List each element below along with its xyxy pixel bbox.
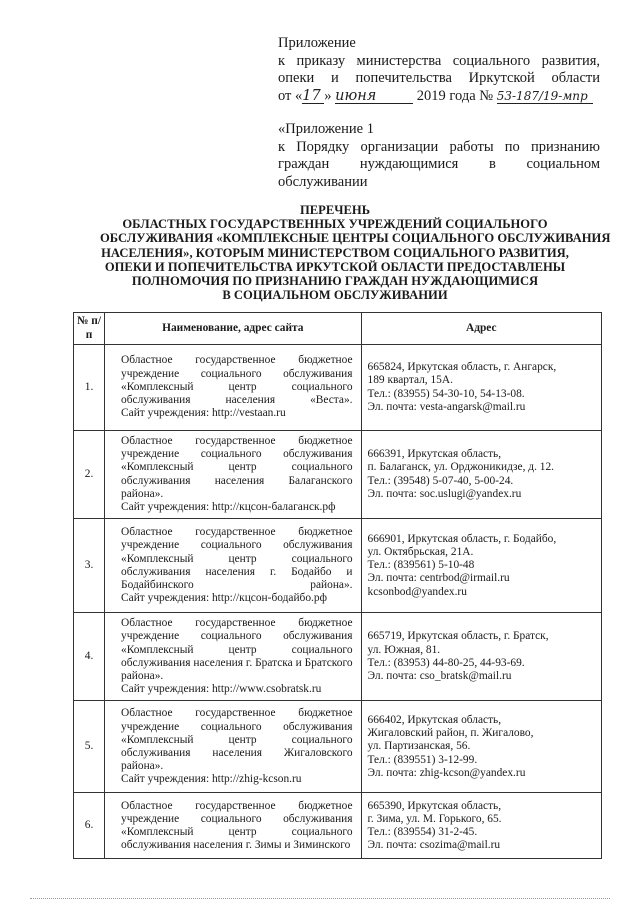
name-line: учреждение социального обслуживания <box>121 539 353 552</box>
table-row <box>74 345 602 431</box>
appendix-label: Приложение <box>278 35 356 51</box>
handwritten-day: 17 <box>302 89 324 104</box>
table-header-row <box>74 313 602 345</box>
table-body <box>74 345 602 859</box>
appendix-1-line4: обслуживании <box>278 173 368 190</box>
name-line: Сайт учреждения: http://vestaan.ru <box>121 407 286 420</box>
name-line: обслуживания населения г. Бодайбо и <box>121 565 353 578</box>
name-line: Областное государственное бюджетное <box>121 526 353 539</box>
address-line: Жигаловский район, п. Жигалово, <box>367 727 534 740</box>
address-line: 665824, Иркутская область, г. Ангарск, <box>367 361 557 374</box>
name-line: Областное государственное бюджетное <box>121 354 353 367</box>
header-address: Адрес <box>361 313 601 345</box>
address-line: Тел.: (839554) 31-2-45. <box>367 825 478 838</box>
institution-address <box>361 793 601 859</box>
address-line: п. Балаганск, ул. Орджоникидзе, д. 12. <box>367 461 555 474</box>
name-line: района». <box>121 760 164 773</box>
name-line: Бодайбинского района». <box>121 578 353 591</box>
address-line: Тел.: (83955) 54-30-10, 54-13-08. <box>367 387 525 400</box>
row-number: 6. <box>74 793 105 859</box>
appendix-1-line3: граждан нуждающимися в социальном <box>278 156 600 172</box>
institution-name <box>105 345 361 431</box>
name-line: учреждение социального обслуживания <box>121 448 353 461</box>
header-num: № п/п <box>74 313 105 345</box>
appendix-1-line2: к Порядку организации работы по признанию <box>278 138 600 155</box>
appendix-1-label: «Приложение 1 <box>278 121 374 137</box>
institution-address <box>361 519 601 613</box>
table-row <box>74 613 602 701</box>
row-number: 1. <box>74 345 105 431</box>
name-line: обслуживания населения «Веста». <box>121 394 353 407</box>
address-line: г. Зима, ул. М. Горького, 65. <box>367 812 502 825</box>
row-number: 3. <box>74 519 105 613</box>
institution-name <box>105 613 361 701</box>
table-row <box>74 519 602 613</box>
title-line: ПОЛНОМОЧИЯ ПО ПРИЗНАНИЮ ГРАЖДАН НУЖДАЮЩИМИСЯ <box>131 274 539 289</box>
address-line: Эл. почта: vesta-angarsk@mail.ru <box>367 400 526 413</box>
appendix-order-ref: к приказу министерства социального развития, <box>278 52 600 69</box>
name-line: Сайт учреждения: http://кцсон-бодайбо.рф <box>121 592 327 605</box>
title-line: ОБЛАСТНЫХ ГОСУДАРСТВЕННЫХ УЧРЕЖДЕНИЙ СОЦИАЛЬНОГО <box>122 217 548 232</box>
address-line: 666391, Иркутская область, <box>367 448 502 461</box>
institution-address <box>361 431 601 519</box>
name-line: обслуживания населения г. Братска и Братского <box>121 656 353 669</box>
name-line: обслуживания населения Балаганского района». <box>121 474 353 500</box>
name-line: учреждение социального обслуживания <box>121 367 353 380</box>
address-line: Тел.: (839551) 3-12-99. <box>367 753 478 766</box>
address-line: Эл. почта: csozima@mail.ru <box>367 839 501 852</box>
address-line: 665390, Иркутская область, <box>367 799 502 812</box>
row-number: 4. <box>74 613 105 701</box>
name-line: «Комплексный центр социального <box>121 380 353 393</box>
institution-address <box>361 701 601 793</box>
institution-name <box>105 519 361 613</box>
address-line: ул. Партизанская, 56. <box>367 740 471 753</box>
name-line: Областное государственное бюджетное <box>121 435 353 447</box>
row-number: 2. <box>74 431 105 519</box>
title-line: ОБСЛУЖИВАНИЯ «КОМПЛЕКСНЫЕ ЦЕНТРЫ СОЦИАЛЬНОГО ОБСЛУЖИВАНИЯ <box>100 231 611 246</box>
title-line: ОПЕКИ И ПОПЕЧИТЕЛЬСТВА ИРКУТСКОЙ ОБЛАСТИ ПРЕДОСТАВЛЕНЫ <box>104 259 566 274</box>
appendix-date-line: от «17 » июня 2019 года № 53-187/19-мпр <box>278 88 600 106</box>
handwritten-number: 53-187/19-мпр <box>497 89 593 104</box>
document-title <box>100 203 611 303</box>
row-number: 5. <box>74 701 105 793</box>
institutions-table <box>73 312 602 859</box>
address-line: Эл. почта: cso_bratsk@mail.ru <box>367 670 512 683</box>
institution-name <box>105 793 361 859</box>
address-line: Эл. почта: soc.uslugi@yandex.ru <box>367 487 522 500</box>
name-line: района». <box>121 670 164 683</box>
address-line: 665719, Иркутская область, г. Братск, <box>367 630 549 643</box>
address-line: ул. Октябрьская, 21А. <box>367 545 474 558</box>
name-line: учреждение социального обслуживания <box>121 630 353 643</box>
institution-address <box>361 345 601 431</box>
address-line: 666402, Иркутская область, <box>367 713 502 726</box>
table-row <box>74 793 602 859</box>
name-line: «Комплексный центр социального <box>121 461 353 474</box>
name-line: учреждение социального обслуживания <box>121 720 353 733</box>
appendix-ministry: опеки и попечительства Иркутской области <box>278 70 600 86</box>
title-line: ПЕРЕЧЕНЬ <box>299 203 371 217</box>
page-bottom-edge <box>30 898 610 900</box>
header-name: Наименование, адрес сайта <box>105 313 361 345</box>
title-line: В СОЦИАЛЬНОМ ОБСЛУЖИВАНИИ <box>222 288 448 303</box>
name-line: обслуживания населения г. Зимы и Зиминского <box>121 839 351 852</box>
institution-name <box>105 431 361 519</box>
table-row <box>74 701 602 793</box>
address-line: ул. Южная, 81. <box>367 643 441 656</box>
address-line: 666901, Иркутская область, г. Бодайбо, <box>367 532 557 545</box>
appendix-header <box>278 35 600 105</box>
table-row <box>74 431 602 519</box>
address-line: Тел.: (39548) 5-07-40, 5-00-24. <box>367 474 514 487</box>
name-line: Сайт учреждения: http://кцсон-балаганск.рф <box>121 501 336 514</box>
address-line: kcsonbod@yandex.ru <box>367 585 467 598</box>
institution-name <box>105 701 361 793</box>
name-line: «Комплексный центр социального <box>121 643 353 656</box>
address-line: Тел.: (83953) 44-80-25, 44-93-69. <box>367 656 525 669</box>
address-line: 189 квартал, 15А. <box>367 374 453 387</box>
address-line: Тел.: (839561) 5-10-48 <box>367 559 475 572</box>
address-line: Эл. почта: centrbod@irmail.ru <box>367 572 510 585</box>
institution-address <box>361 613 601 701</box>
address-line: Эл. почта: zhig-kcson@yandex.ru <box>367 766 526 779</box>
name-line: учреждение социального обслуживания <box>121 812 353 825</box>
name-line: обслуживания населения Жигаловского <box>121 746 353 759</box>
title-line: НАСЕЛЕНИЯ», КОТОРЫМ МИНИСТЕРСТВОМ СОЦИАЛЬНОГО РАЗВИТИЯ, <box>101 245 569 260</box>
name-line: «Комплексный центр социального <box>121 825 353 838</box>
name-line: «Комплексный центр социального <box>121 733 353 746</box>
name-line: Областное государственное бюджетное <box>121 707 353 720</box>
appendix-sub-header <box>278 121 600 191</box>
name-line: Сайт учреждения: http://www.csobratsk.ru <box>121 683 322 696</box>
handwritten-month: июня <box>335 89 413 104</box>
name-line: Областное государственное бюджетное <box>121 617 353 630</box>
name-line: Сайт учреждения: http://zhig-kcson.ru <box>121 773 302 786</box>
name-line: «Комплексный центр социального <box>121 552 353 565</box>
name-line: Областное государственное бюджетное <box>121 799 353 812</box>
